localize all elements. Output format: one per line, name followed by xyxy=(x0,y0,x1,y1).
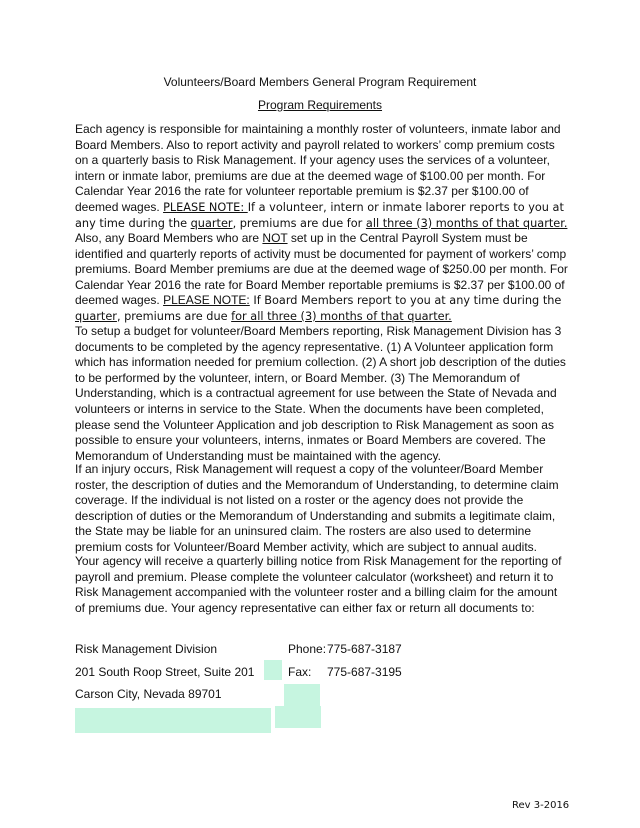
paragraph-budget-setup: To setup a budget for volunteer/Board Members reporting, Risk Management Division has 3 documents to be completed by the agency representative. (1) A Volunteer application form which has information needed for premium collection. (2) A short job description of the duties to be performed by the volunteer, intern, or Board Member. (3) The Memorandum of Understanding, which is a contractual agreement for use between the State of Nevada and volunteers or interns in service to the State. When the documents have been completed, please send the Volunteer Application and job description to Risk Management as soon as possible to ensure your volunteers, interns, inmates or Board Members are covered. The Memorandum of Understanding must be maintained with the agency. xyxy=(75,324,566,463)
revision-label: Rev 3-2016 xyxy=(512,800,570,811)
p2-premiums-due: , premiums are due xyxy=(116,309,232,323)
highlight-block xyxy=(264,660,282,680)
paragraph-board-members xyxy=(75,231,570,325)
p1-premiums-due: , premiums are due for xyxy=(232,216,366,230)
p2-not: NOT xyxy=(262,231,288,245)
p2-text-a: Also, any Board Members who are xyxy=(75,231,263,245)
p1-please-note: PLEASE NOTE: xyxy=(163,200,248,214)
phone-number: 775-687-3187 xyxy=(327,642,402,656)
p2-note-text: If Board Members report to you at any time during the xyxy=(249,294,562,308)
p1-quarter: quarter xyxy=(190,216,233,230)
paragraph-injury: If an injury occurs, Risk Management will request a copy of the volunteer/Board Member roster, the description of duties and the Memorandum of Understanding, to determine claim coverage. If the individual is not listed on a roster or the agency does not provide the description of duties or the Memorandum of Understanding and submits a legitimate claim, the State may be liable for an uninsured claim. The rosters are also used to determine premium costs for Volunteer/Board Member activity, which are subject to annual audits. xyxy=(75,462,559,554)
document-title: Volunteers/Board Members General Program Requirement xyxy=(163,75,477,89)
fax-number: 775-687-3195 xyxy=(327,665,402,679)
address-division: Risk Management Division xyxy=(75,642,218,656)
p2-please-note: PLEASE NOTE: xyxy=(163,293,250,308)
p2-quarter: quarter xyxy=(75,309,117,323)
p2-text-b: set up in the Central Payroll System must be identified and quarterly reports of activity must be documented for payment of workers’ comp premiums. Board Member premiums are due at the deemed wage of $250.00 per month. For Calendar Year 2016 the rate for Board Member reportable premiums is $2.37 per $100.00 of deemed wages. xyxy=(75,231,568,308)
p1-all-three-months: all three (3) months of that quarter. xyxy=(365,216,568,230)
p2-all-three-months: for all three (3) months of that quarter. xyxy=(231,309,452,323)
p1-text: Each agency is responsible for maintaining a monthly roster of volunteers, inmate labor and Board Members. Also to report activity and payroll related to workers’ comp premium costs on a quarterly basis to Risk Management. If your agency uses the services of a volunteer, intern or inmate labor, premiums are due at the deemed wage of $100.00 per month. For Calendar Year 2016 the rate for volunteer reportable premium is $2.37 per $100.00 of deemed wages. xyxy=(75,122,561,214)
document-subtitle: Program Requirements xyxy=(257,98,383,112)
paragraph-roster xyxy=(75,122,570,231)
highlight-block xyxy=(275,706,321,728)
paragraph-billing: Your agency will receive a quarterly billing notice from Risk Management for the reporting of payroll and premium. Please complete the volunteer calculator (worksheet) and return it to Risk Management accompanied with the volunteer roster and a billing claim for the amount of premiums due. Your agency representative can either fax or return all documents to: xyxy=(75,554,562,615)
phone-label: Phone: xyxy=(288,642,327,656)
highlight-block xyxy=(284,684,320,706)
p1-note-text: If a volunteer, intern or inmate laborer reports to you at any time during the xyxy=(75,200,564,230)
address-street: 201 South Roop Street, Suite 201 xyxy=(75,665,255,679)
fax-label: Fax: xyxy=(288,665,312,679)
highlight-block xyxy=(75,708,271,733)
address-city: Carson City, Nevada 89701 xyxy=(75,687,222,701)
